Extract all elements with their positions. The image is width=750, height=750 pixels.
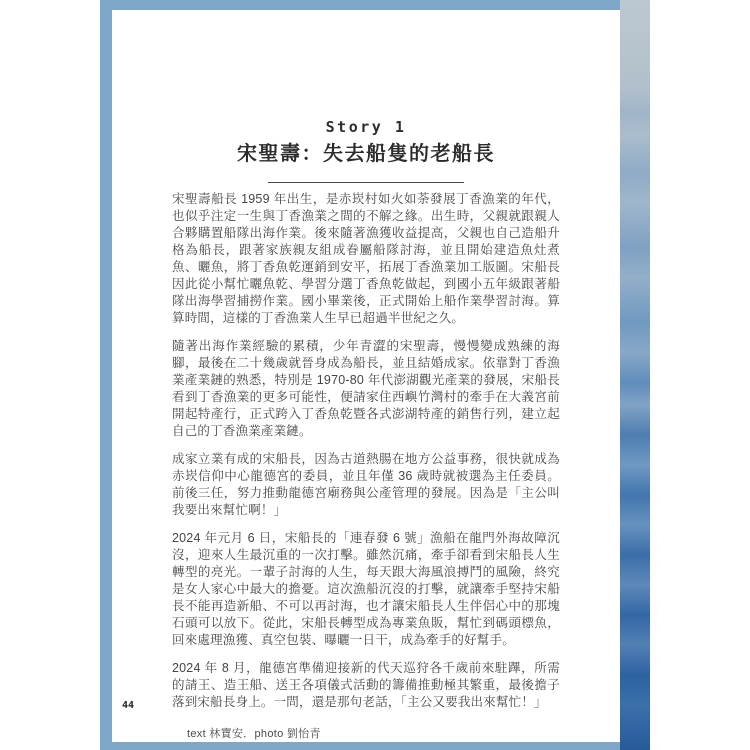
paragraph: 2024 年 8 月，龍德宮準備迎接新的代天巡狩各千歲前來駐蹕，所需的請王、造王船、送王各項儀式活動的籌備推動極其繁重，最後擔子落到宋船長身上。一問，還是那句老話，「主公又要我出來幫忙！」 bbox=[172, 661, 560, 709]
title-divider bbox=[268, 182, 464, 183]
page-content bbox=[112, 10, 620, 741]
paragraph: 隨著出海作業經驗的累積，少年青澀的宋聖壽，慢慢變成熟練的海腳，最後在二十幾歲就晉身成為船長，並且結婚成家。依靠對丁香漁業產業鏈的熟悉，特別是 1970-80 年代澎湖觀光產業的發展，宋船長看到丁香漁業的更多可能性，便請家住西嶼竹灣村的牽手在大義宮前開起特產行，正式跨入丁香魚乾暨各式澎湖特產的銷售行列，建立起自己的丁香漁業產業鏈。 bbox=[172, 339, 560, 438]
paragraph: 成家立業有成的宋船長，因為古道熱腸在地方公益事務，很快就成為赤崁信仰中心龍德宮的委員，並且年僅 36 歲時就被選為主任委員。前後三任，努力推動龍德宮廟務與公產管理的發展。因為是「主公叫我要出來幫忙啊！」 bbox=[172, 452, 560, 517]
story-label: Story 1 bbox=[325, 118, 407, 136]
page-title: 宋聖壽：失去船隻的老船長 bbox=[237, 143, 495, 165]
paragraph: 宋聖壽船長 1959 年出生，是赤崁村如火如荼發展丁香漁業的年代，也似乎注定一生與丁香漁業之間的不解之緣。出生時，父親就跟親人合夥購置船隊出海作業。後來隨著漁獲收益提高，父親也自己造船升格為船長，跟著家族親友組成眷屬船隊討海，並且開始建造魚灶煮魚、曬魚，將丁香魚乾運銷到安平，拓展丁香漁業加工版圖。宋船長因此從小幫忙曬魚乾、學習分選丁香魚乾做起，到國小五年級跟著船隊出海學習捕撈作業。國小畢業後，正式開始上船作業學習討海。算算時間，這樣的丁香漁業人生早已超過半世紀之久。 bbox=[172, 192, 560, 325]
paragraph: 2024 年元月 6 日，宋船長的「連春發 6 號」漁船在龍門外海故障沉沒，迎來人生最沉重的一次打擊。雖然沉痛，牽手卻看到宋船長人生轉型的亮光。一輩子討海的人生，每天跟大海風浪搏鬥的風險，終究是女人家心中最大的擔憂。這次漁船沉沒的打擊，就讓牽手堅持宋船長不能再造新船、不可以再討海，也才讓宋船長人生伴侶心中的那塊石頭可以放下。從此，宋船長轉型成為專業魚販，幫忙到碼頭標魚，回來處理漁獲、真空包裝、曝曬一日干，成為牽手的好幫手。 bbox=[172, 531, 560, 647]
credit-line: text 林寶安．photo 劉怡青 bbox=[187, 728, 321, 740]
page bbox=[112, 10, 620, 742]
article-body bbox=[172, 191, 560, 711]
page-number: 44 bbox=[122, 700, 135, 711]
sea-photo-strip bbox=[620, 0, 650, 750]
